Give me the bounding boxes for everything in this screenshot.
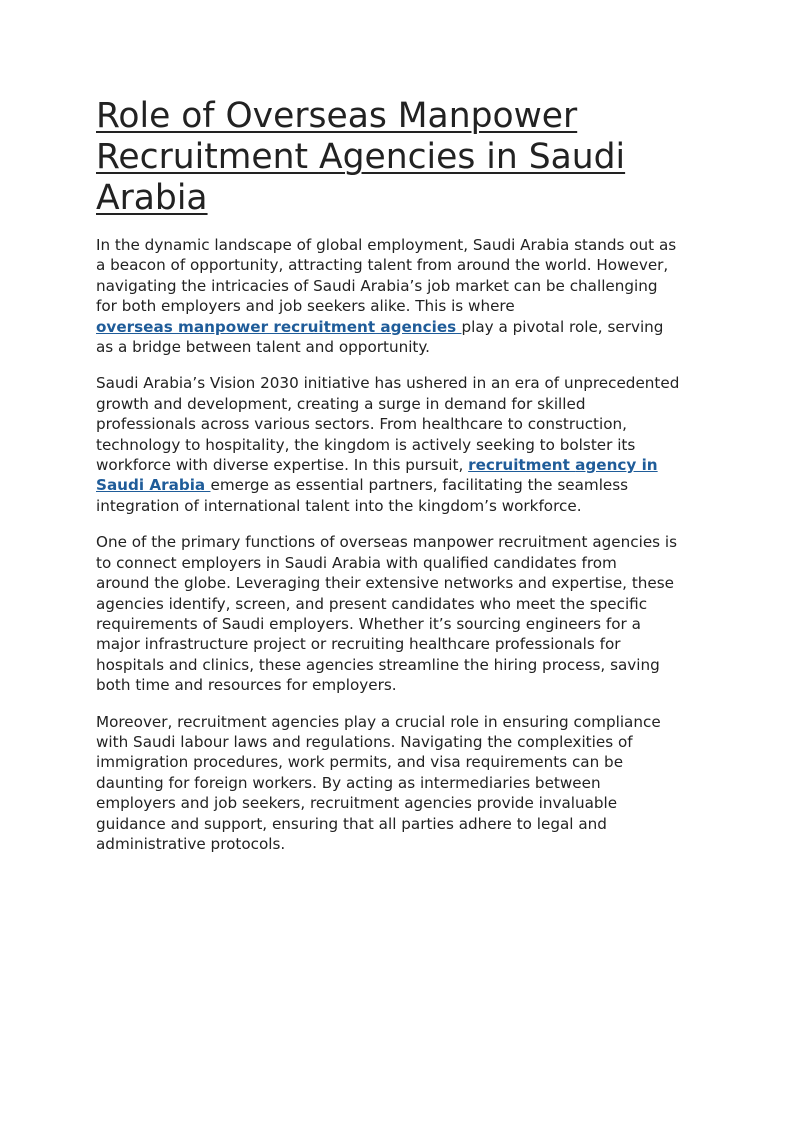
- paragraph-vision-text-end: emerge as essential partners, facilitating the seamless integration of international talent into the kingdom’s workforce.: [96, 476, 629, 515]
- link-recruitment[interactable]: recruitment: [468, 456, 576, 475]
- paragraph-intro: [96, 235, 696, 357]
- title-part-2: Agencies in Saudi Arabia: [96, 137, 626, 218]
- document-page: [96, 96, 696, 870]
- page-title: [96, 96, 696, 219]
- paragraph-vision-text-start: Saudi Arabia’s Vision 2030 initiative has ushered in an era of unprecedented growth and development, creating a surge in demand for skilled professionals across various sectors. From healthcare to construction, technology to hospitality, the kingdom is actively seeking to bolster its workforce with diverse expertise. In this pursuit,: [96, 374, 680, 475]
- link-overseas-manpower-recruitment-agencies[interactable]: overseas manpower recruitment agencies: [96, 317, 462, 336]
- paragraph-vision-2030: [96, 373, 696, 516]
- paragraph-intro-text-start: In the dynamic landscape of global employment, Saudi Arabia stands out as a beacon of opportunity, attracting talent from around the world. However, navigating the intricacies of Saudi Arabia’s job market can be challenging for both employers and job seekers alike. This is where: [96, 236, 677, 316]
- paragraph-primary-functions: One of the primary functions of overseas manpower recruitment agencies is to connect employers in Saudi Arabia with qualified candidates from around the globe. Leveraging their extensive networks and expertise, these agencies identify, screen, and present candidates who meet the specific requirements of Saudi employers. Whether it’s sourcing engineers for a major infrastructure project or recruiting healthcare professionals for hospitals and clinics, these agencies streamline the hiring process, saving both time and resources for employers.: [96, 533, 678, 695]
- link-agency-in-saudi-arabia[interactable]: agency in Saudi Arabia: [96, 456, 658, 495]
- paragraph-intro-text-end: play a pivotal role, serving as a bridge between talent and opportunity.: [96, 317, 664, 357]
- paragraph-compliance: Moreover, recruitment agencies play a crucial role in ensuring compliance with Saudi labour laws and regulations. Navigating the complexities of immigration procedures, work permits, and visa requirements can be daunting for foreign workers. By acting as intermediaries between employers and job seekers, recruitment agencies provide invaluable guidance and support, ensuring that all parties adhere to legal and administrative protocols.: [96, 712, 661, 853]
- title-part-1: Role of Overseas Manpower Recruitment: [96, 96, 578, 177]
